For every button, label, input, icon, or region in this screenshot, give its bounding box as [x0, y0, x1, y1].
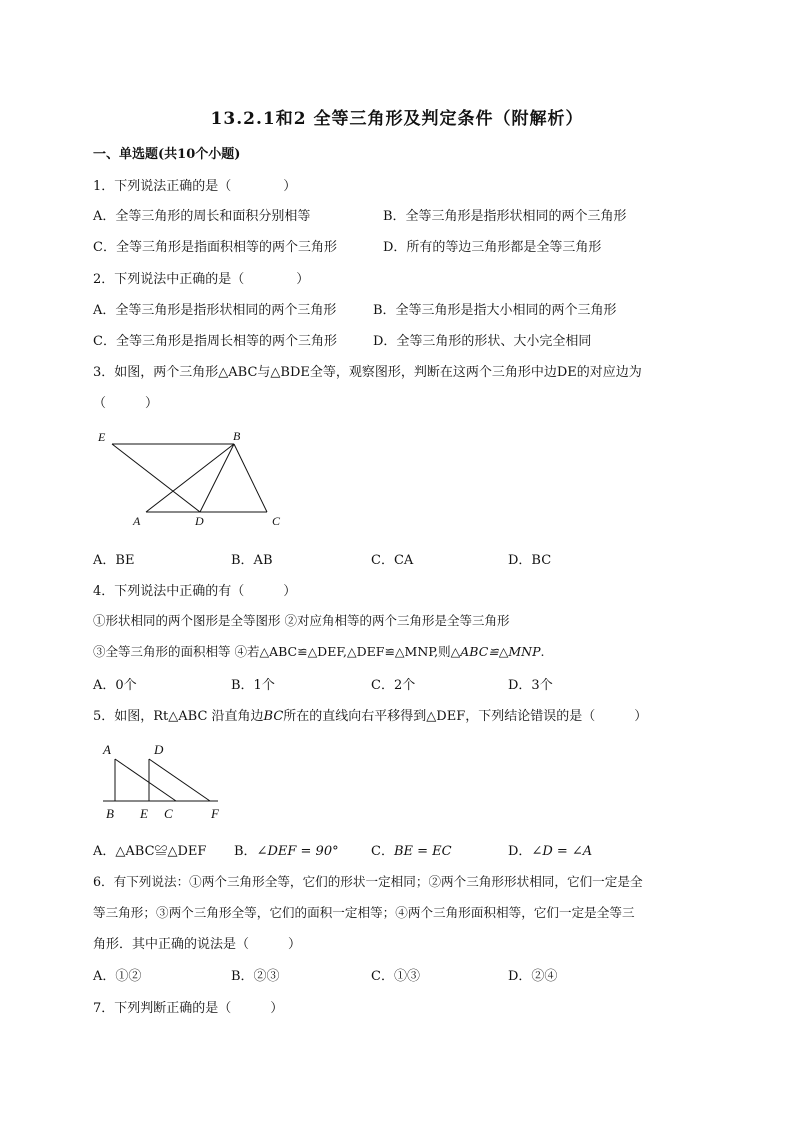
question-4-stem: 4．下列说法中正确的有（ ）: [93, 584, 297, 599]
section-heading: 一、单选题(共10个小题): [93, 147, 241, 162]
label-C: C: [164, 806, 173, 821]
question-5-stem: [93, 705, 647, 724]
q1-option-a: A．全等三角形的周长和面积分别相等: [93, 209, 311, 224]
segment-BA: [146, 444, 234, 512]
q5-option-c-letter: C．: [371, 844, 394, 859]
q4-option-c: C．2个: [371, 678, 416, 693]
question-6-line-2: 等三角形；③两个三角形全等，它们的面积一定相等；④两个三角形面积相等，它们一定是全等三: [93, 905, 635, 920]
q5-option-c: [371, 840, 452, 859]
q1-option-c: C．全等三角形是指面积相等的两个三角形: [93, 240, 337, 255]
segment-ED: [112, 444, 200, 512]
q5-option-b-formula: ∠DEF = 90°: [256, 844, 339, 859]
statements-2-formula: △ABC≌△MNP: [450, 644, 541, 659]
question-3-stem: 3．如图，两个三角形△ABC与△BDE全等，观察图形，判断在这两个三角形中边DE的对应边为: [93, 365, 642, 380]
label-D: D: [154, 742, 164, 757]
question-4-statements-2: [93, 642, 544, 660]
q5-stem-text-1: 5．如图，Rt△ABC 沿直角边: [93, 709, 264, 724]
label-F: F: [211, 806, 219, 821]
q3-option-d: D．BC: [508, 553, 552, 568]
q6-option-c: C．①③: [371, 969, 420, 984]
q1-option-d: D．所有的等边三角形都是全等三角形: [383, 240, 602, 255]
segment-BD: [200, 444, 234, 512]
q3-option-b: B．AB: [231, 553, 273, 568]
q2-option-b: B．全等三角形是指大小相同的两个三角形: [373, 303, 617, 318]
question-6-line-1: 6．有下列说法：①两个三角形全等，它们的形状一定相同；②两个三角形形状相同，它们一定是全: [93, 874, 643, 889]
segment-AC: [115, 759, 176, 801]
q4-option-b: B．1个: [231, 678, 275, 693]
q1-option-b: B．全等三角形是指形状相同的两个三角形: [383, 209, 627, 224]
question-4-statements-1: ①形状相同的两个图形是全等图形 ②对应角相等的两个三角形是全等三角形: [93, 613, 510, 628]
q2-option-a: A．全等三角形是指形状相同的两个三角形: [93, 303, 337, 318]
q6-option-b: B．②③: [231, 969, 280, 984]
q5-option-b: [234, 840, 339, 859]
q2-option-d: D．全等三角形的形状、大小完全相同: [373, 334, 592, 349]
label-C: C: [272, 514, 281, 528]
q2-option-c: C．全等三角形是指周长相等的两个三角形: [93, 334, 337, 349]
q4-option-a: A．0个: [93, 678, 137, 693]
question-1-stem: 1．下列说法正确的是（ ）: [93, 179, 297, 194]
q5-option-c-formula: BE = EC: [393, 844, 452, 859]
q5-option-b-letter: B．: [234, 844, 257, 859]
q5-option-d-letter: D．: [508, 844, 532, 859]
label-A: A: [103, 742, 111, 757]
question-3-stem-blank: （ ）: [93, 396, 159, 411]
label-A: A: [133, 514, 141, 528]
segment-DF: [149, 759, 210, 801]
statements-2-text: ③全等三角形的面积相等 ④若△ABC≌△DEF,△DEF≌△MNP,则: [93, 644, 451, 659]
q4-option-d: D．3个: [508, 678, 553, 693]
question-2-stem: 2．下列说法中正确的是（ ）: [93, 272, 310, 287]
q5-option-d: [508, 840, 592, 859]
q5-option-d-formula: ∠D = ∠A: [531, 844, 593, 859]
q5-stem-text-2: 所在的直线向右平移得到△DEF，下列结论错误的是（ ）: [283, 709, 648, 724]
translation-figure-q5: [98, 738, 238, 824]
q6-option-a: A．①②: [93, 969, 142, 984]
triangle-figure-q3: [95, 425, 295, 535]
statements-2-end: .: [540, 644, 545, 659]
label-E: E: [98, 430, 106, 444]
q5-stem-formula: BC: [263, 709, 284, 724]
label-B: B: [106, 806, 114, 821]
question-6-line-3: 角形．其中正确的说法是（ ）: [93, 937, 302, 952]
q3-option-a: A．BE: [93, 553, 135, 568]
q6-option-d: D．②④: [508, 969, 558, 984]
label-D: D: [195, 514, 204, 528]
q3-option-c: C．CA: [371, 553, 414, 568]
page-title: 13.2.1和2 全等三角形及判定条件（附解析）: [210, 109, 584, 129]
question-7-stem: 7．下列判断正确的是（ ）: [93, 1001, 284, 1016]
label-E: E: [140, 806, 148, 821]
label-B: B: [233, 429, 241, 443]
q5-option-a: A．△ABC≌△DEF: [93, 844, 207, 859]
segment-BC: [234, 444, 267, 512]
